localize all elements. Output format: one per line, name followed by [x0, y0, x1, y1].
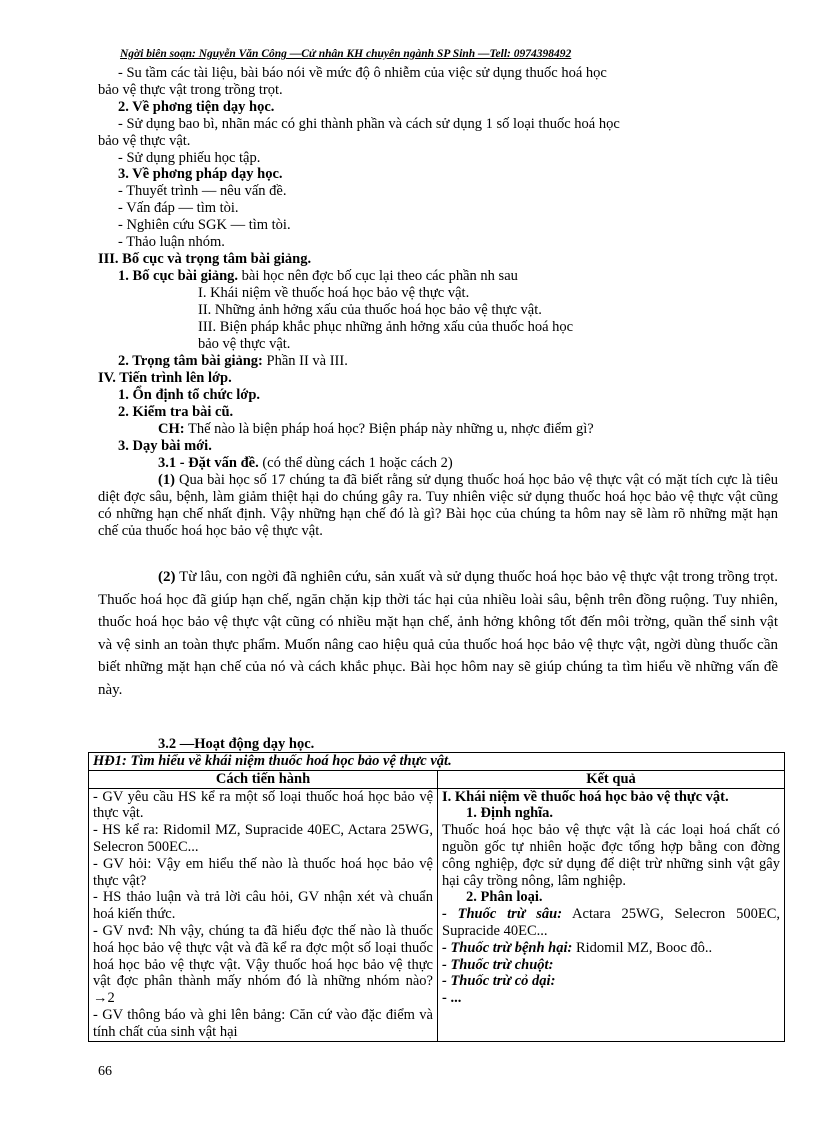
text-line	[118, 268, 518, 285]
page-number: 66	[98, 1064, 112, 1079]
category-value: Actara 25WG, Selecron 500EC, Supracide 40EC...	[442, 906, 780, 939]
paragraph-1	[98, 472, 778, 540]
arrow-marker: →2	[93, 990, 115, 1007]
category-item: - Thuốc trừ chuột:	[442, 956, 554, 973]
text-span: (có thể dùng cách 1 hoặc cách 2)	[258, 455, 453, 471]
category-item: - ...	[442, 990, 462, 1007]
category-item	[442, 906, 780, 940]
column-header-right: Kết quả	[438, 770, 785, 788]
subheading: 3. Dạy bài mới.	[118, 438, 212, 454]
question-line	[158, 421, 594, 438]
category-value: Ridomil MZ, Booc đô..	[572, 939, 713, 956]
paragraph-marker: (1)	[158, 472, 175, 488]
result-subheading: 2. Phân loại.	[466, 889, 543, 906]
subheading: 2. Trọng tâm bài giảng:	[118, 353, 263, 369]
subheading: 3.1 - Đặt vấn đề.	[158, 455, 259, 471]
outline-item: bảo vệ thực vật.	[198, 336, 291, 352]
text-span: Phần II và III.	[262, 353, 348, 369]
text-line: bảo vệ thực vật trong trồng trọt.	[98, 82, 283, 98]
text-line: - Sử dụng phiếu học tập.	[118, 150, 261, 166]
list-item: - Thuyết trình — nêu vấn đề.	[118, 183, 287, 199]
procedure-step: - HS thảo luận và trả lời câu hỏi, GV nhận xét và chuẩn hoá kiến thức.	[93, 889, 433, 923]
category-item: - Thuốc trừ cỏ dại:	[442, 973, 556, 990]
procedure-step	[93, 923, 433, 1007]
procedure-text: - GV nvđ: Nh vậy, chúng ta đã hiểu đợc thế nào là thuốc hoá học bảo vệ thực vật và đã kể ra đợc một số loại thuốc hoá học bảo vệ thực vật. Vậy thuốc hoá học bảo vệ thực vật đợc phân thành mấy nhóm đó là những nhóm nào?	[93, 922, 433, 990]
text-span: bài học nên đợc bố cục lại theo các phần nh sau	[238, 268, 518, 284]
outline-item: II. Những ảnh hởng xấu của thuốc hoá học bảo vệ thực vật.	[198, 302, 542, 318]
text-line	[158, 455, 453, 472]
category-item	[442, 940, 780, 957]
result-cell	[438, 788, 785, 1041]
procedure-step: - GV thông báo và ghi lên bảng: Căn cứ vào đặc điểm và tính chất của sinh vật hại	[93, 1006, 433, 1040]
result-subheading: 1. Định nghĩa.	[466, 805, 554, 822]
result-title: I. Khái niệm về thuốc hoá học bảo vệ thực vật.	[442, 788, 729, 805]
subheading: 2. Kiểm tra bài cũ.	[118, 404, 234, 420]
column-header-left: Cách tiến hành	[89, 770, 438, 788]
category-label: - Thuốc trừ sâu:	[442, 906, 563, 923]
section-heading: 3.2 —Hoạt động dạy học.	[158, 736, 315, 752]
question-label: CH:	[158, 421, 185, 437]
outline-item: III. Biện pháp khắc phục những ảnh hởng xấu của thuốc hoá học	[198, 319, 574, 335]
subheading: 1. Bố cục bài giảng.	[118, 268, 239, 284]
list-item: - Nghiên cứu SGK — tìm tòi.	[118, 217, 291, 233]
section-heading: 3. Về phơng pháp dạy học.	[118, 166, 283, 182]
procedure-step: - HS kể ra: Ridomil MZ, Supracide 40EC, Actara 25WG, Selecron 500EC...	[93, 822, 433, 855]
subheading: 1. Ổn định tổ chức lớp.	[118, 387, 261, 403]
outline-item: I. Khái niệm về thuốc hoá học bảo vệ thực vật.	[198, 285, 470, 301]
paragraph-text: Qua bài học số 17 chúng ta đã biết rằng sử dụng thuốc hoá học bảo vệ thực vật có mặt tích cực là tiêu diệt đợc sâu, bệnh, làm giảm thiệt hại do chúng gây ra. Tuy nhiên việc sử dụng thuốc hoá học bảo vệ thực vật cũng có những hạn chế nhất định. Vậy những hạn chế đó là gì? Bài học của chúng ta hôm nay sẽ làm rõ những mặt hạn chế của thuốc hoá học bảo vệ thực vật.	[98, 472, 778, 539]
text-line	[118, 353, 348, 370]
text-line: - Su tầm các tài liệu, bài báo nói về mức độ ô nhiễm của việc sử dụng thuốc hoá học	[118, 65, 607, 81]
section-heading: 2. Về phơng tiện dạy học.	[118, 99, 275, 115]
section-heading: IV. Tiến trình lên lớp.	[98, 370, 232, 386]
paragraph-marker: (2)	[158, 569, 176, 585]
text-span: Thế nào là biện pháp hoá học? Biện pháp này những u, nhợc điểm gì?	[184, 421, 594, 437]
section-heading: III. Bố cục và trọng tâm bài giảng.	[98, 251, 312, 267]
page-header: Ngời biên soạn: Nguyễn Văn Công —Cử nhân KH chuyên ngành SP Sinh —Tell: 0974398492	[120, 48, 572, 60]
activity-table	[88, 752, 785, 1042]
activity-title: HĐ1: Tìm hiểu về khái niệm thuốc hoá học bảo vệ thực vật.	[89, 753, 785, 771]
procedure-step: - GV hỏi: Vậy em hiểu thế nào là thuốc hoá học bảo vệ thực vật?	[93, 855, 433, 889]
paragraph-text: Từ lâu, con ngời đã nghiên cứu, sản xuất và sử dụng thuốc hoá học bảo vệ thực vật trong trồng trọt. Thuốc hoá học đã giúp hạn chế, ngăn chặn kịp thời tác hại của nhiều loài sâu, bệnh trên đồng ruộng. Tuy nhiên, thuốc hoá học bảo vệ thực vật cũng có nhiều mặt hạn chế, ảnh hởng không tốt đến môi trờng, quần thể sinh vật và vệ sinh an toàn thực phẩm. Muốn nâng cao hiệu quả của thuốc hoá học bảo vệ thực vật, ngời dùng thuốc cần biết những mặt hạn chế của nó và cách khắc phục. Bài học hôm nay sẽ giúp chúng ta tìm hiểu về những vấn đề này.	[98, 569, 778, 698]
list-item: - Vấn đáp — tìm tòi.	[118, 200, 239, 216]
procedure-step: - GV yêu cầu HS kể ra một số loại thuốc hoá học bảo vệ thực vật.	[93, 788, 433, 822]
procedure-cell	[89, 788, 438, 1041]
text-line: - Sử dụng bao bì, nhãn mác có ghi thành phần và cách sử dụng 1 số loại thuốc hoá học	[118, 116, 620, 132]
definition-text: Thuốc hoá học bảo vệ thực vật là các loại hoá chất có nguồn gốc tự nhiên hoặc đợc tổng hợp bằng con đờng công nghiệp, đợc sử dụng để diệt trừ những sinh vật gây hại cây trồng nông, lâm nghiệp.	[442, 822, 780, 889]
category-label: - Thuốc trừ bệnh hại:	[442, 939, 573, 956]
text-line: bảo vệ thực vật.	[98, 133, 191, 149]
list-item: - Thảo luận nhóm.	[118, 234, 225, 250]
paragraph-2	[98, 566, 778, 701]
